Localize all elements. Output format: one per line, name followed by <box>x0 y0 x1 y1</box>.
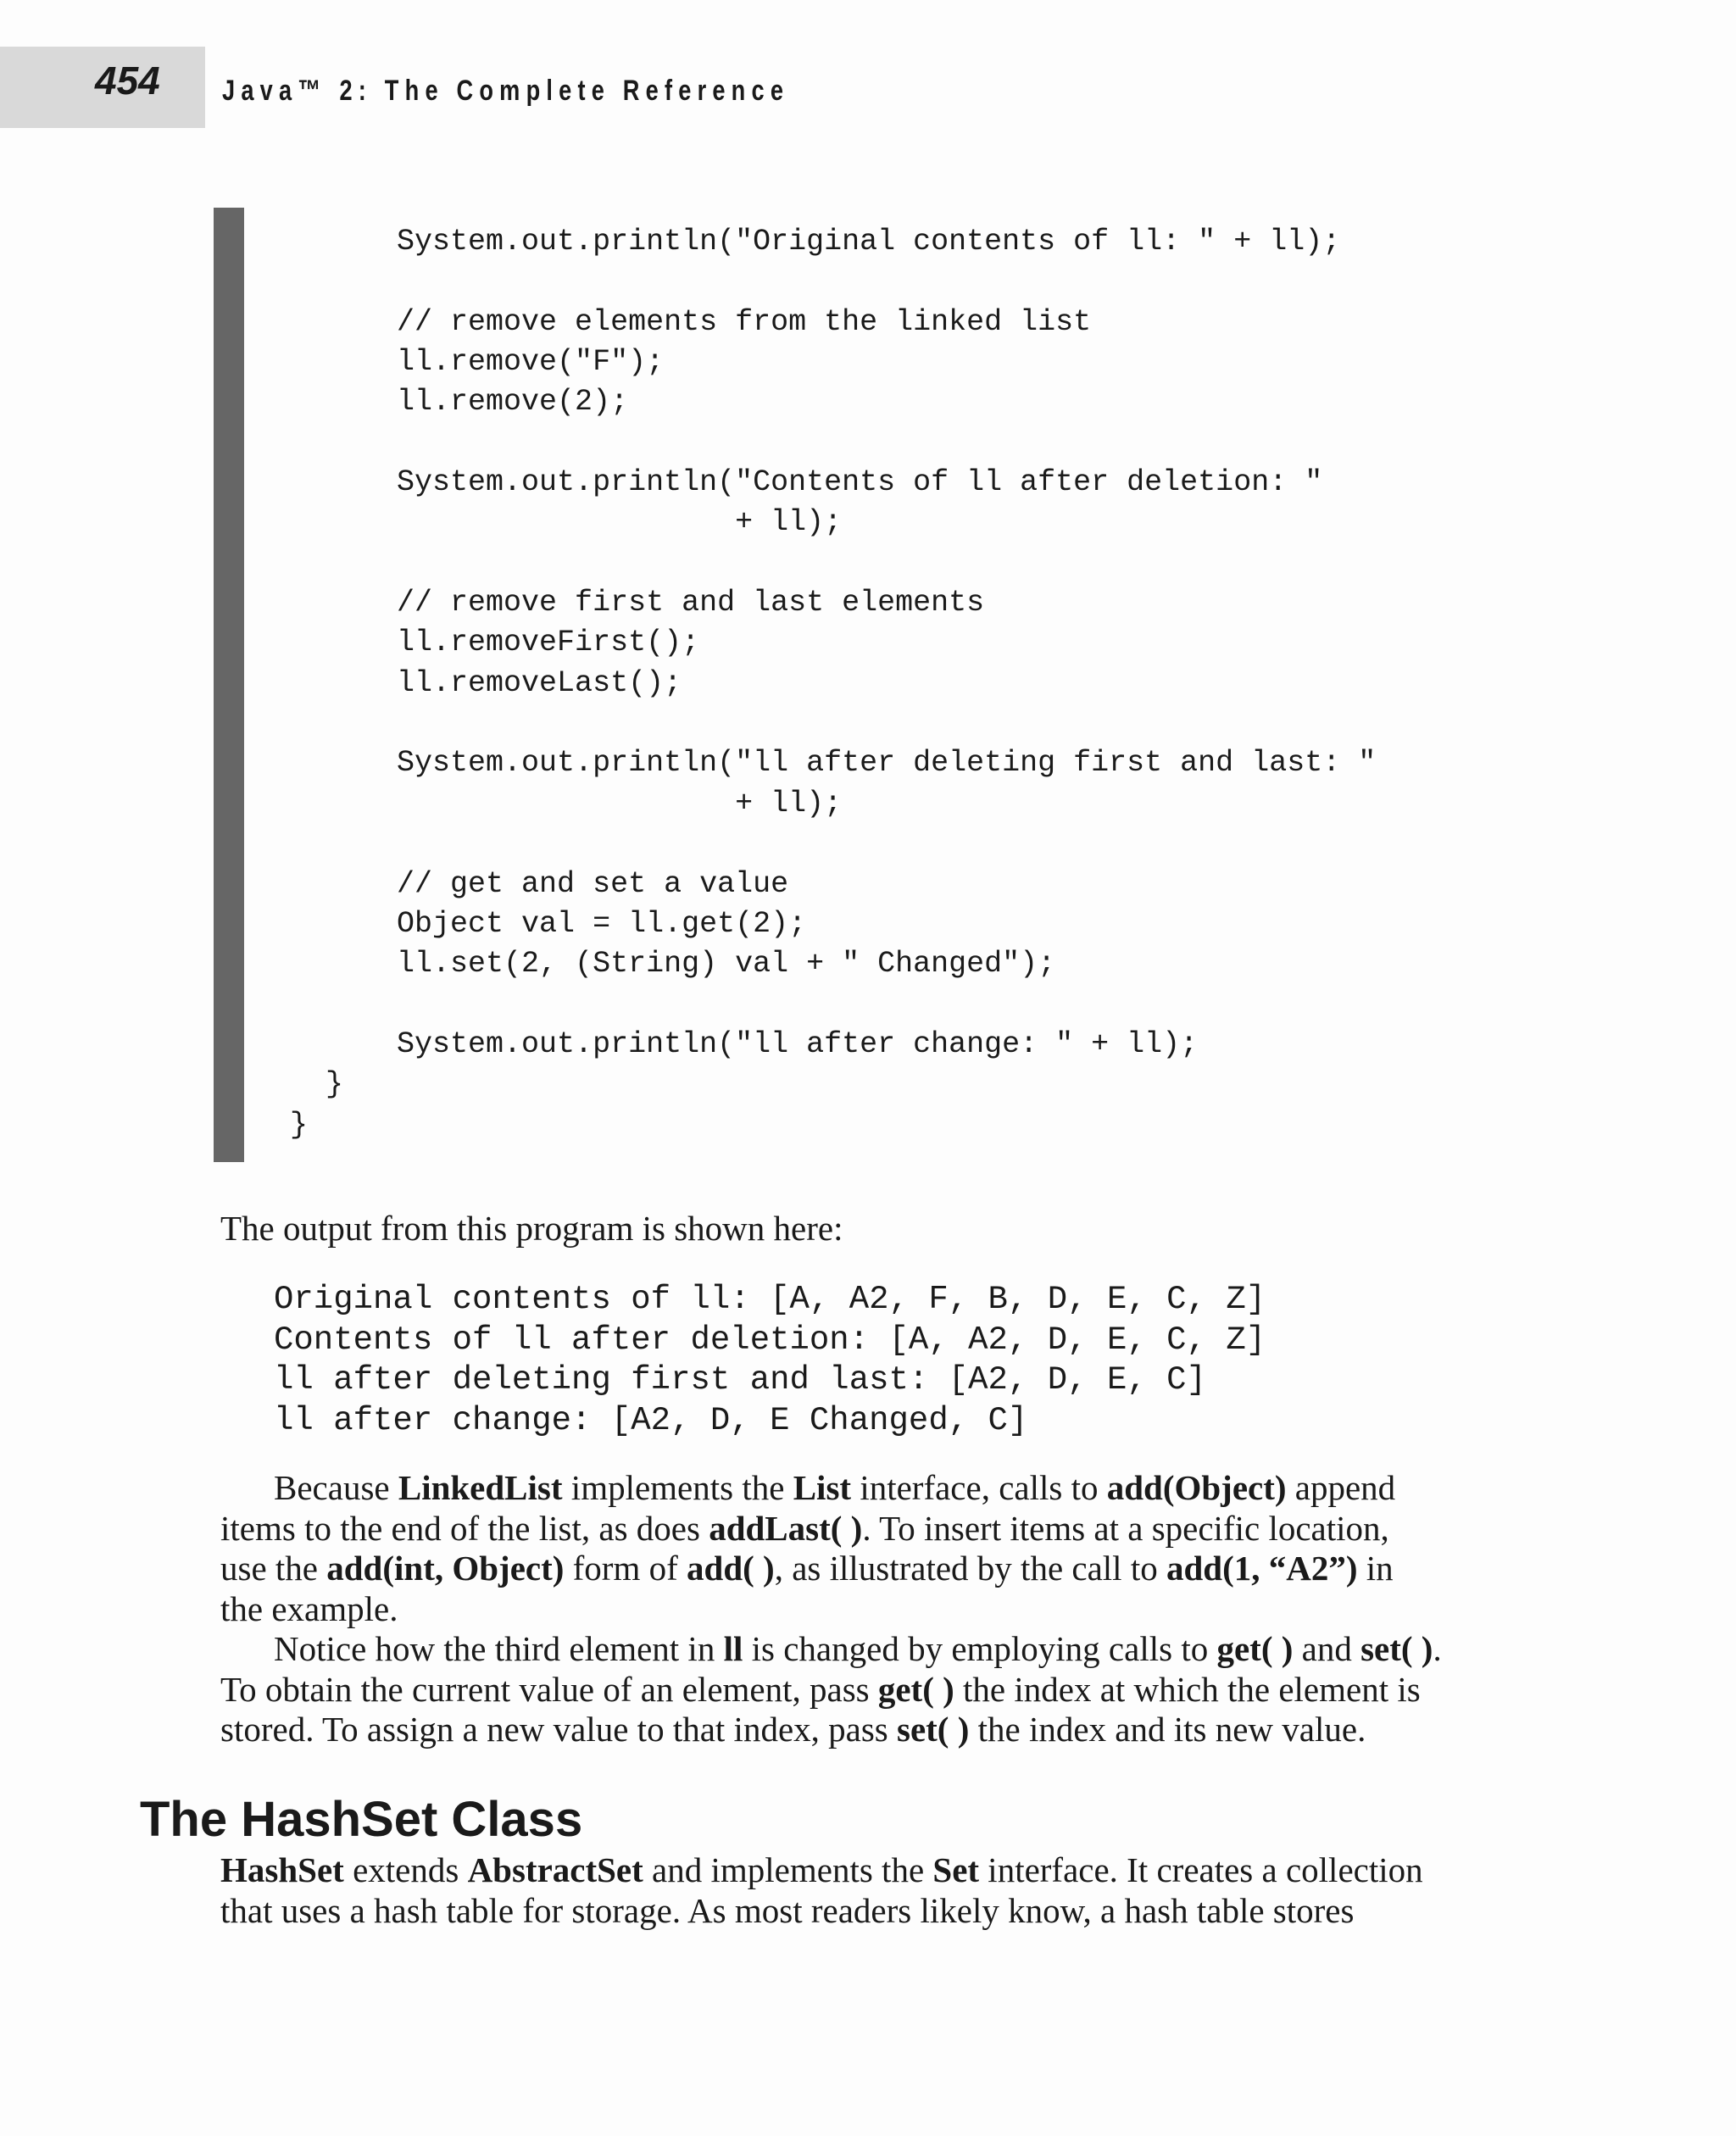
code-line: // get and set a value <box>254 866 789 901</box>
text-run: interface. It creates a collection <box>979 1850 1423 1889</box>
paragraph-hashset <box>220 1850 1526 1931</box>
code-line: } <box>254 1067 344 1102</box>
text-run: , as illustrated by the call to <box>774 1549 1166 1588</box>
paragraph-get-set <box>220 1629 1526 1750</box>
text-run: interface, calls to <box>851 1468 1107 1507</box>
code-line: } <box>254 1107 309 1142</box>
text-run: extends <box>343 1850 468 1889</box>
section-title: The HashSet Class <box>140 1792 583 1847</box>
page-number: 454 <box>95 58 160 103</box>
code-term: add(1, “A2”) <box>1166 1549 1358 1588</box>
code-line: + ll); <box>254 505 843 540</box>
code-line: ll.remove("F"); <box>254 345 665 380</box>
output-line: ll after deleting first and last: [A2, D, E, C] <box>274 1361 1206 1399</box>
text-run: and implements the <box>643 1850 933 1889</box>
code-term: AbstractSet <box>467 1850 643 1889</box>
code-term: add(int, Object) <box>326 1549 565 1588</box>
code-line: ll.set(2, (String) val + " Changed"); <box>254 947 1056 982</box>
output-line: ll after change: [A2, D, E Changed, C] <box>274 1401 1028 1439</box>
code-term: set( ) <box>1360 1629 1433 1668</box>
paragraph-line <box>220 1629 1526 1670</box>
output-line: Contents of ll after deletion: [A, A2, D, E, C, Z] <box>274 1321 1266 1359</box>
code-term: LinkedList <box>398 1468 563 1507</box>
text-run: implements the <box>562 1468 793 1507</box>
text-run: the example. <box>220 1588 398 1628</box>
paragraph-line <box>220 1509 1526 1549</box>
paragraph-line <box>220 1549 1526 1589</box>
code-listing <box>254 222 1376 1145</box>
text-run: Notice how the third element in <box>274 1629 724 1668</box>
text-run: the index at which the element is <box>954 1669 1421 1709</box>
text-run: is changed by employing calls to <box>743 1629 1217 1668</box>
text-run: append <box>1286 1468 1396 1507</box>
text-run: Because <box>274 1468 398 1507</box>
text-run: items to the end of the list, as does <box>220 1508 709 1548</box>
code-term: set( ) <box>897 1710 970 1749</box>
code-listing-bar <box>214 208 244 1162</box>
code-term: Set <box>932 1850 980 1889</box>
output-intro-text: The output from this program is shown here: <box>220 1209 843 1248</box>
code-line: ll.removeLast(); <box>254 665 682 700</box>
code-term: add(Object) <box>1106 1468 1287 1507</box>
text-run: . <box>1433 1629 1442 1668</box>
code-line: System.out.println("ll after change: " + ll); <box>254 1026 1199 1061</box>
code-line: System.out.println("Contents of ll after deletion: " <box>254 465 1323 500</box>
code-line: + ll); <box>254 786 843 820</box>
code-term: HashSet <box>220 1850 344 1889</box>
output-line: Original contents of ll: [A, A2, F, B, D, E, C, Z] <box>274 1281 1266 1318</box>
code-line: ll.removeFirst(); <box>254 626 700 660</box>
code-line: // remove first and last elements <box>254 586 985 620</box>
code-line: Object val = ll.get(2); <box>254 906 807 941</box>
paragraph-line <box>220 1710 1526 1750</box>
paragraph-line <box>220 1670 1526 1710</box>
text-run: To obtain the current value of an element, pass <box>220 1669 878 1709</box>
code-line: System.out.println("ll after deleting first and last: " <box>254 746 1377 781</box>
code-line: // remove elements from the linked list <box>254 304 1092 339</box>
code-term: get( ) <box>877 1669 954 1709</box>
text-run: that uses a hash table for storage. As most readers likely know, a hash table stores <box>220 1890 1355 1930</box>
paragraph-line <box>220 1589 1526 1630</box>
text-run: the index and its new value. <box>969 1710 1366 1749</box>
code-line: ll.remove(2); <box>254 385 629 420</box>
code-term: get( ) <box>1216 1629 1294 1668</box>
text-run: . To insert items at a specific location, <box>862 1508 1389 1548</box>
paragraph-line <box>220 1468 1526 1509</box>
text-run: stored. To assign a new value to that index, pass <box>220 1710 897 1749</box>
program-output <box>274 1280 1266 1441</box>
code-term: List <box>793 1468 852 1507</box>
text-run: and <box>1293 1629 1361 1668</box>
paragraph-line <box>220 1891 1526 1932</box>
text-run: in <box>1357 1549 1394 1588</box>
code-line: System.out.println("Original contents of ll: " + ll); <box>254 225 1341 259</box>
code-term: addLast( ) <box>709 1508 863 1548</box>
code-term: ll <box>723 1629 743 1668</box>
text-run: use the <box>220 1549 327 1588</box>
running-title: Java™ 2: The Complete Reference <box>222 75 790 107</box>
paragraph-line <box>220 1850 1526 1891</box>
text-run: form of <box>564 1549 687 1588</box>
paragraph-linkedlist-add <box>220 1468 1526 1629</box>
code-term: add( ) <box>687 1549 775 1588</box>
